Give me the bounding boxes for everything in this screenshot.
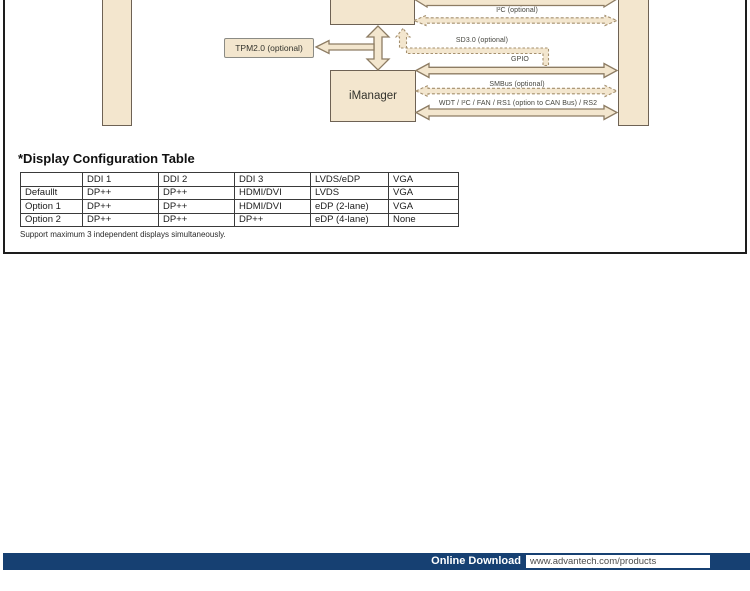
header-cell: DDI 1 [83, 173, 159, 187]
cell: DP++ [83, 186, 159, 200]
arrow-i2c-bus [414, 16, 617, 26]
arrow-gpio-bus [416, 64, 617, 78]
header-cell [21, 173, 83, 187]
cell: Defaullt [21, 186, 83, 200]
cell: Option 1 [21, 200, 83, 214]
cell: DP++ [235, 213, 311, 227]
cell: DP++ [83, 213, 159, 227]
cell: LVDS [311, 186, 389, 200]
table-row [21, 200, 459, 214]
gpio-bus-label: GPIO [511, 55, 529, 63]
imanager-label: iManager [349, 90, 397, 102]
header-cell: VGA [389, 173, 459, 187]
cell: eDP (2-lane) [311, 200, 389, 214]
tpm-label: TPM2.0 (optional) [235, 43, 303, 53]
cell: DP++ [159, 213, 235, 227]
cell: VGA [389, 200, 459, 214]
cell: HDMI/DVI [235, 200, 311, 214]
cell: None [389, 213, 459, 227]
display-config-title: *Display Configuration Table [18, 151, 195, 166]
table-header-row [21, 173, 459, 187]
online-download-label: Online Download [431, 555, 521, 567]
arrow-top-bus [414, 0, 617, 7]
header-cell: LVDS/eDP [311, 173, 389, 187]
table-footnote: Support maximum 3 independent displays simultaneously. [20, 230, 226, 239]
display-config-table [20, 172, 459, 227]
cell: DP++ [159, 200, 235, 214]
header-cell: DDI 2 [159, 173, 235, 187]
sd3-bus-label: SD3.0 (optional) [455, 37, 509, 44]
cell: VGA [389, 186, 459, 200]
download-url: www.advantech.com/products [526, 555, 710, 568]
cell: DP++ [83, 200, 159, 214]
cell: DP++ [159, 186, 235, 200]
table-row [21, 186, 459, 200]
header-cell: DDI 3 [235, 173, 311, 187]
arrow-tpm-bus [316, 41, 374, 54]
table-row [21, 213, 459, 227]
arrow-wdt-bus [416, 106, 617, 120]
smbus-bus-label: SMBus (optional) [489, 81, 545, 88]
cell: eDP (4-lane) [311, 213, 389, 227]
i2c-bus-label: I²C (optional) [496, 7, 538, 14]
cell: Option 2 [21, 213, 83, 227]
cell: HDMI/DVI [235, 186, 311, 200]
wdt-bus-label: WDT / I²C / FAN / RS1 (option to CAN Bus) / RS2 [438, 99, 598, 107]
